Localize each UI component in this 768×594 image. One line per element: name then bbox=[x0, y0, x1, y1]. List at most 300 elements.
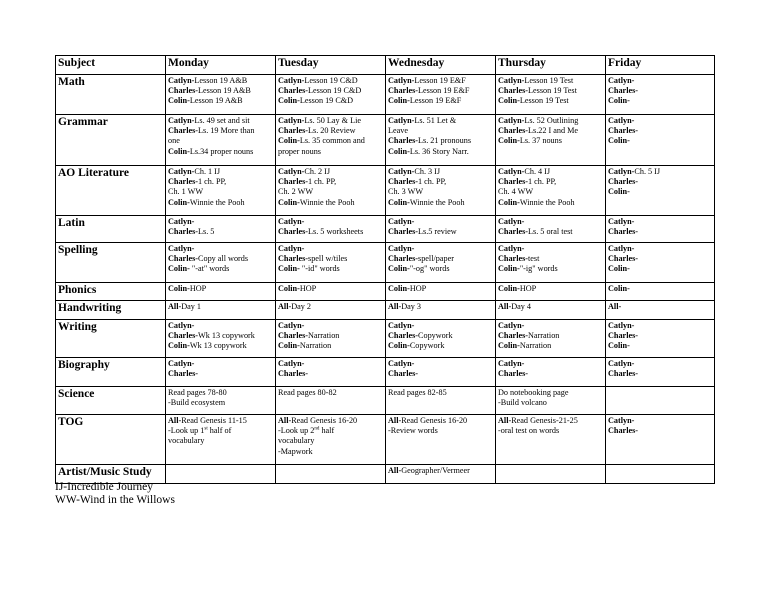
schedule-row bbox=[56, 166, 715, 216]
student-name: Catlyn- bbox=[388, 217, 415, 226]
assignment-text: Lesson 19 Test bbox=[528, 86, 577, 96]
student-name: Colin- bbox=[278, 341, 300, 351]
cell-line bbox=[278, 359, 383, 369]
cell-friday bbox=[606, 415, 715, 465]
student-name: Colin- bbox=[498, 197, 520, 207]
student-name: Charles- bbox=[608, 177, 639, 187]
cell-line bbox=[168, 302, 273, 312]
student-name: All- bbox=[388, 466, 402, 475]
cell-line bbox=[388, 147, 493, 157]
student-name: Charles- bbox=[388, 227, 419, 237]
cell-line bbox=[388, 341, 493, 351]
student-name: Colin- bbox=[168, 197, 190, 207]
assignment-text: Lesson 19 A&B bbox=[189, 96, 243, 106]
student-name: Charles- bbox=[498, 86, 529, 96]
header-tuesday: Tuesday bbox=[276, 56, 386, 75]
assignment-text: Lesson 19 C&D bbox=[299, 96, 354, 106]
assignment-text: -Build ecosystem bbox=[168, 398, 226, 408]
student-name: Colin- bbox=[388, 197, 410, 207]
cell-line bbox=[168, 187, 273, 197]
cell-line bbox=[498, 388, 603, 398]
student-name: Catlyn- bbox=[388, 244, 415, 253]
cell-monday bbox=[166, 243, 276, 283]
cell-monday bbox=[166, 216, 276, 243]
cell-line bbox=[498, 284, 603, 294]
assignment-text: Narration bbox=[528, 331, 560, 341]
cell-line bbox=[388, 217, 493, 227]
cell-wednesday bbox=[386, 415, 496, 465]
cell-line bbox=[388, 254, 493, 264]
student-name: Charles- bbox=[498, 369, 529, 379]
student-name: Catlyn- bbox=[168, 359, 195, 368]
cell-wednesday bbox=[386, 465, 496, 484]
cell-line bbox=[498, 341, 603, 351]
cell-line bbox=[498, 254, 603, 264]
subject-cell: TOG bbox=[56, 415, 166, 465]
assignment-text: Ls. 5 oral test bbox=[528, 227, 573, 237]
student-name: Charles- bbox=[278, 177, 309, 187]
cell-line bbox=[388, 264, 493, 274]
cell-line bbox=[278, 388, 383, 398]
student-name: Charles- bbox=[608, 331, 639, 341]
student-name: Charles- bbox=[498, 177, 529, 187]
cell-monday bbox=[166, 115, 276, 166]
assignment-text: Ls.22 I and Me bbox=[528, 126, 579, 136]
cell-line bbox=[608, 96, 712, 106]
cell-wednesday bbox=[386, 115, 496, 166]
assignment-text: Ls. 37 nouns bbox=[519, 136, 562, 146]
assignment-text: Ch. 1 WW bbox=[168, 187, 204, 197]
assignment-text: Ch. 5 IJ bbox=[634, 167, 661, 176]
cell-line bbox=[278, 416, 383, 426]
cell-tuesday bbox=[276, 415, 386, 465]
subject-cell: Grammar bbox=[56, 115, 166, 166]
student-name: Catlyn- bbox=[498, 217, 525, 226]
assignment-text: -Review words bbox=[388, 426, 438, 436]
cell-line bbox=[388, 388, 493, 398]
assignment-text: Ls. 5 worksheets bbox=[308, 227, 364, 237]
assignment-text: half of bbox=[207, 426, 232, 436]
schedule-row bbox=[56, 115, 715, 166]
cell-line bbox=[168, 96, 273, 106]
schedule-row bbox=[56, 283, 715, 301]
cell-line bbox=[498, 167, 603, 177]
cell-wednesday bbox=[386, 283, 496, 301]
cell-line bbox=[608, 369, 712, 379]
cell-line bbox=[168, 147, 273, 157]
assignment-text: Ch. 3 WW bbox=[388, 187, 424, 197]
cell-line bbox=[388, 359, 493, 369]
cell-line bbox=[498, 86, 603, 96]
assignment-text: Ls. 35 common and bbox=[299, 136, 365, 146]
assignment-text: Narration bbox=[519, 341, 552, 351]
assignment-text: Copywork bbox=[409, 341, 445, 351]
cell-line bbox=[608, 284, 712, 294]
assignment-text: HOP bbox=[519, 284, 537, 293]
student-name: Charles- bbox=[608, 426, 639, 436]
student-name: Catlyn- bbox=[498, 321, 525, 330]
student-name: Charles- bbox=[168, 126, 199, 136]
student-name: Catlyn- bbox=[388, 167, 415, 176]
student-name: Catlyn- bbox=[278, 359, 305, 368]
cell-line bbox=[278, 254, 383, 264]
assignment-text: Ls. 5 bbox=[198, 227, 215, 237]
cell-line bbox=[608, 167, 712, 177]
assignment-text: 1 ch. PP, bbox=[418, 177, 447, 187]
cell-tuesday bbox=[276, 358, 386, 387]
student-name: Charles- bbox=[278, 126, 309, 136]
header-thursday: Thursday bbox=[496, 56, 606, 75]
cell-line bbox=[168, 76, 273, 86]
cell-line bbox=[278, 244, 383, 254]
student-name: Catlyn- bbox=[608, 76, 635, 85]
assignment-text: "-ig" words bbox=[519, 264, 558, 274]
assignment-text: Lesson 19 C&D bbox=[308, 86, 362, 96]
cell-line bbox=[168, 116, 273, 126]
assignment-text: Ls. 52 Outlining bbox=[524, 116, 579, 125]
cell-line bbox=[278, 126, 383, 136]
cell-line bbox=[498, 359, 603, 369]
cell-line bbox=[168, 167, 273, 177]
assignment-text: proper nouns bbox=[278, 146, 321, 156]
cell-line bbox=[388, 244, 493, 254]
schedule-row bbox=[56, 243, 715, 283]
cell-line bbox=[168, 264, 273, 274]
subject-cell: Biography bbox=[56, 358, 166, 387]
header-row bbox=[56, 56, 715, 75]
assignment-text: Ch. 2 IJ bbox=[304, 167, 331, 176]
cell-line bbox=[168, 369, 273, 379]
cell-line bbox=[278, 217, 383, 227]
schedule-row bbox=[56, 387, 715, 415]
cell-monday bbox=[166, 387, 276, 415]
cell-line bbox=[278, 447, 383, 457]
student-name: Catlyn- bbox=[608, 359, 635, 368]
cell-line bbox=[278, 86, 383, 96]
student-name: Charles- bbox=[388, 86, 419, 96]
assignment-text: Ls. 36 Story Narr. bbox=[409, 146, 469, 156]
subject-cell: AO Literature bbox=[56, 166, 166, 216]
assignment-text: Day 2 bbox=[291, 302, 311, 311]
student-name: Charles- bbox=[498, 126, 529, 136]
assignment-text: -oral test on words bbox=[498, 426, 560, 436]
cell-line bbox=[388, 426, 493, 436]
assignment-text: -Mapwork bbox=[278, 446, 313, 456]
student-name: Catlyn- bbox=[608, 321, 635, 330]
student-name: All- bbox=[388, 416, 402, 425]
cell-line bbox=[608, 302, 712, 312]
assignment-text: Ch. 4 IJ bbox=[524, 167, 551, 176]
cell-line bbox=[278, 341, 383, 351]
assignment-text: Read Genesis 11-15 bbox=[181, 416, 247, 425]
assignment-text: -Build volcano bbox=[498, 398, 547, 408]
assignment-text: Ls. 19 More than bbox=[198, 126, 255, 136]
assignment-text: Ls. 20 Review bbox=[308, 126, 356, 136]
assignment-text: Do notebooking page bbox=[498, 388, 569, 397]
cell-line bbox=[498, 331, 603, 341]
assignment-text: "-id" words bbox=[299, 264, 340, 274]
student-name: Charles- bbox=[278, 331, 309, 341]
header-monday: Monday bbox=[166, 56, 276, 75]
student-name: Catlyn- bbox=[278, 116, 305, 125]
student-name: All- bbox=[498, 416, 512, 425]
student-name: Colin- bbox=[278, 264, 300, 274]
cell-line bbox=[608, 136, 712, 146]
cell-line bbox=[388, 227, 493, 237]
assignment-text: Copywork bbox=[418, 331, 453, 341]
cell-line bbox=[168, 217, 273, 227]
student-name: Charles- bbox=[168, 369, 199, 379]
student-name: Charles- bbox=[388, 136, 419, 146]
cell-thursday bbox=[496, 301, 606, 320]
cell-line bbox=[608, 254, 712, 264]
student-name: Charles- bbox=[498, 331, 529, 341]
cell-line bbox=[278, 116, 383, 126]
cell-line bbox=[388, 198, 493, 208]
cell-line bbox=[388, 369, 493, 379]
cell-wednesday bbox=[386, 166, 496, 216]
cell-line bbox=[168, 341, 273, 351]
cell-friday bbox=[606, 115, 715, 166]
assignment-text: Read pages 82-85 bbox=[388, 388, 447, 397]
subject-cell: Latin bbox=[56, 216, 166, 243]
cell-line bbox=[608, 116, 712, 126]
assignment-text: Narration bbox=[299, 341, 332, 351]
assignment-text: HOP bbox=[409, 284, 427, 293]
assignment-text: Winnie the Pooh bbox=[409, 197, 465, 207]
student-name: Charles- bbox=[388, 331, 419, 341]
assignment-text: Day 3 bbox=[401, 302, 421, 311]
cell-line bbox=[278, 136, 383, 146]
legend-line: WW-Wind in the Willows bbox=[55, 494, 175, 506]
cell-friday bbox=[606, 283, 715, 301]
cell-line bbox=[498, 398, 603, 408]
assignment-text: vocabulary bbox=[168, 436, 205, 446]
assignment-text: Day 1 bbox=[181, 302, 201, 311]
schedule-row bbox=[56, 415, 715, 465]
student-name: Colin- bbox=[608, 264, 630, 274]
assignment-text: Ls.5 review bbox=[418, 227, 457, 237]
cell-line bbox=[278, 436, 383, 446]
student-name: Charles- bbox=[278, 369, 309, 379]
assignment-text: Lesson 19 Test bbox=[524, 76, 574, 85]
student-name: Charles- bbox=[168, 86, 199, 96]
cell-line bbox=[168, 398, 273, 408]
student-name: All- bbox=[498, 302, 512, 311]
assignment-text: HOP bbox=[189, 284, 207, 293]
header-wednesday: Wednesday bbox=[386, 56, 496, 75]
cell-line bbox=[168, 198, 273, 208]
cell-line bbox=[608, 426, 712, 436]
cell-monday bbox=[166, 465, 276, 484]
cell-line bbox=[498, 227, 603, 237]
cell-line bbox=[498, 426, 603, 436]
student-name: All- bbox=[168, 302, 182, 311]
cell-line bbox=[278, 426, 383, 436]
assignment-text: Ch. 3 IJ bbox=[414, 167, 441, 176]
assignment-text: Day 4 bbox=[511, 302, 531, 311]
cell-line bbox=[278, 177, 383, 187]
student-name: Colin- bbox=[608, 341, 630, 351]
student-name: Colin- bbox=[608, 96, 630, 106]
student-name: Colin- bbox=[498, 341, 520, 351]
assignment-text: Ls. 50 Lay & Lie bbox=[304, 116, 362, 125]
subject-cell: Handwriting bbox=[56, 301, 166, 320]
assignment-text: Lesson 19 A&B bbox=[198, 86, 251, 96]
cell-line bbox=[388, 177, 493, 187]
student-name: Colin- bbox=[608, 136, 630, 146]
cell-tuesday bbox=[276, 320, 386, 358]
student-name: Colin- bbox=[278, 96, 300, 106]
student-name: Colin- bbox=[278, 284, 300, 293]
assignment-text: Wk 13 copywork bbox=[189, 341, 247, 351]
cell-line bbox=[388, 302, 493, 312]
student-name: Catlyn- bbox=[168, 321, 195, 330]
student-name: Colin- bbox=[168, 264, 190, 274]
cell-wednesday bbox=[386, 243, 496, 283]
cell-line bbox=[168, 126, 273, 136]
student-name: Charles- bbox=[498, 254, 529, 264]
cell-line bbox=[168, 227, 273, 237]
assignment-text: vocabulary bbox=[278, 436, 315, 446]
student-name: Charles- bbox=[608, 126, 639, 136]
cell-line bbox=[388, 86, 493, 96]
cell-line bbox=[278, 147, 383, 157]
student-name: Catlyn- bbox=[498, 116, 525, 125]
student-name: Charles- bbox=[498, 227, 529, 237]
student-name: Colin- bbox=[388, 264, 410, 274]
student-name: Catlyn- bbox=[168, 167, 195, 176]
student-name: Charles- bbox=[278, 254, 309, 264]
student-name: Colin- bbox=[498, 264, 520, 274]
assignment-text: one bbox=[168, 136, 180, 146]
student-name: Catlyn- bbox=[498, 167, 525, 176]
cell-thursday bbox=[496, 320, 606, 358]
ordinal-suffix: nd bbox=[314, 426, 320, 432]
cell-line bbox=[608, 177, 712, 187]
cell-line bbox=[498, 217, 603, 227]
assignment-text: Wk 13 copywork bbox=[198, 331, 255, 341]
schedule-row bbox=[56, 320, 715, 358]
student-name: Catlyn- bbox=[168, 76, 195, 85]
schedule-row bbox=[56, 301, 715, 320]
cell-thursday bbox=[496, 358, 606, 387]
cell-line bbox=[498, 76, 603, 86]
student-name: Charles- bbox=[608, 369, 639, 379]
assignment-text: Winnie the Pooh bbox=[519, 197, 575, 207]
assignment-text: Copy all words bbox=[198, 254, 249, 264]
cell-tuesday bbox=[276, 387, 386, 415]
student-name: Catlyn- bbox=[498, 359, 525, 368]
student-name: Charles- bbox=[388, 369, 419, 379]
cell-line bbox=[168, 388, 273, 398]
student-name: Catlyn- bbox=[168, 116, 195, 125]
assignment-text: Lesson 19 E&F bbox=[414, 76, 466, 85]
student-name: All- bbox=[608, 302, 622, 311]
cell-friday bbox=[606, 243, 715, 283]
cell-line bbox=[498, 136, 603, 146]
cell-line bbox=[168, 331, 273, 341]
cell-line bbox=[388, 136, 493, 146]
student-name: Colin- bbox=[168, 284, 190, 293]
cell-line bbox=[278, 96, 383, 106]
student-name: Colin- bbox=[498, 284, 520, 293]
cell-tuesday bbox=[276, 115, 386, 166]
assignment-text: Read pages 80-82 bbox=[278, 388, 337, 397]
assignment-text: "-at" words bbox=[189, 264, 230, 274]
cell-line bbox=[168, 284, 273, 294]
legend-line: IJ-Incredible Journey bbox=[55, 481, 154, 493]
student-name: Charles- bbox=[608, 254, 639, 264]
cell-line bbox=[388, 466, 493, 476]
cell-thursday bbox=[496, 465, 606, 484]
cell-line bbox=[388, 284, 493, 294]
schedule-body bbox=[56, 75, 715, 484]
cell-friday bbox=[606, 301, 715, 320]
cell-friday bbox=[606, 387, 715, 415]
cell-tuesday bbox=[276, 75, 386, 115]
cell-tuesday bbox=[276, 216, 386, 243]
student-name: All- bbox=[168, 416, 182, 425]
student-name: Catlyn- bbox=[608, 416, 635, 425]
assignment-text: Winnie the Pooh bbox=[299, 197, 355, 207]
student-name: Charles- bbox=[608, 86, 639, 96]
cell-line bbox=[168, 244, 273, 254]
assignment-text: 1 ch. PP, bbox=[528, 177, 557, 187]
student-name: All- bbox=[388, 302, 402, 311]
cell-monday bbox=[166, 166, 276, 216]
cell-line bbox=[608, 217, 712, 227]
cell-line bbox=[498, 416, 603, 426]
cell-line bbox=[278, 167, 383, 177]
cell-wednesday bbox=[386, 301, 496, 320]
student-name: Colin- bbox=[278, 197, 300, 207]
student-name: All- bbox=[278, 302, 292, 311]
cell-line bbox=[608, 359, 712, 369]
assignment-text: -Look up 1 bbox=[168, 426, 205, 436]
cell-thursday bbox=[496, 283, 606, 301]
student-name: Catlyn- bbox=[608, 244, 635, 253]
cell-line bbox=[388, 321, 493, 331]
header-subject: Subject bbox=[56, 56, 166, 75]
cell-line bbox=[388, 167, 493, 177]
cell-line bbox=[608, 76, 712, 86]
student-name: Catlyn- bbox=[278, 321, 305, 330]
cell-friday bbox=[606, 465, 715, 484]
student-name: Catlyn- bbox=[388, 359, 415, 368]
student-name: Colin- bbox=[388, 341, 410, 351]
cell-line bbox=[388, 416, 493, 426]
cell-line bbox=[608, 416, 712, 426]
assignment-text: Ls. 21 pronouns bbox=[418, 136, 472, 146]
cell-line bbox=[388, 331, 493, 341]
student-name: Catlyn- bbox=[608, 167, 635, 176]
cell-line bbox=[278, 321, 383, 331]
assignment-text: Lesson 19 Test bbox=[519, 96, 569, 106]
cell-wednesday bbox=[386, 216, 496, 243]
cell-line bbox=[608, 341, 712, 351]
student-name: Catlyn- bbox=[388, 116, 415, 125]
student-name: Colin- bbox=[388, 96, 410, 106]
cell-line bbox=[388, 76, 493, 86]
cell-line bbox=[278, 284, 383, 294]
cell-line bbox=[608, 321, 712, 331]
cell-line bbox=[278, 264, 383, 274]
cell-monday bbox=[166, 283, 276, 301]
cell-line bbox=[498, 198, 603, 208]
student-name: Catlyn- bbox=[278, 217, 305, 226]
student-name: Catlyn- bbox=[278, 76, 305, 85]
